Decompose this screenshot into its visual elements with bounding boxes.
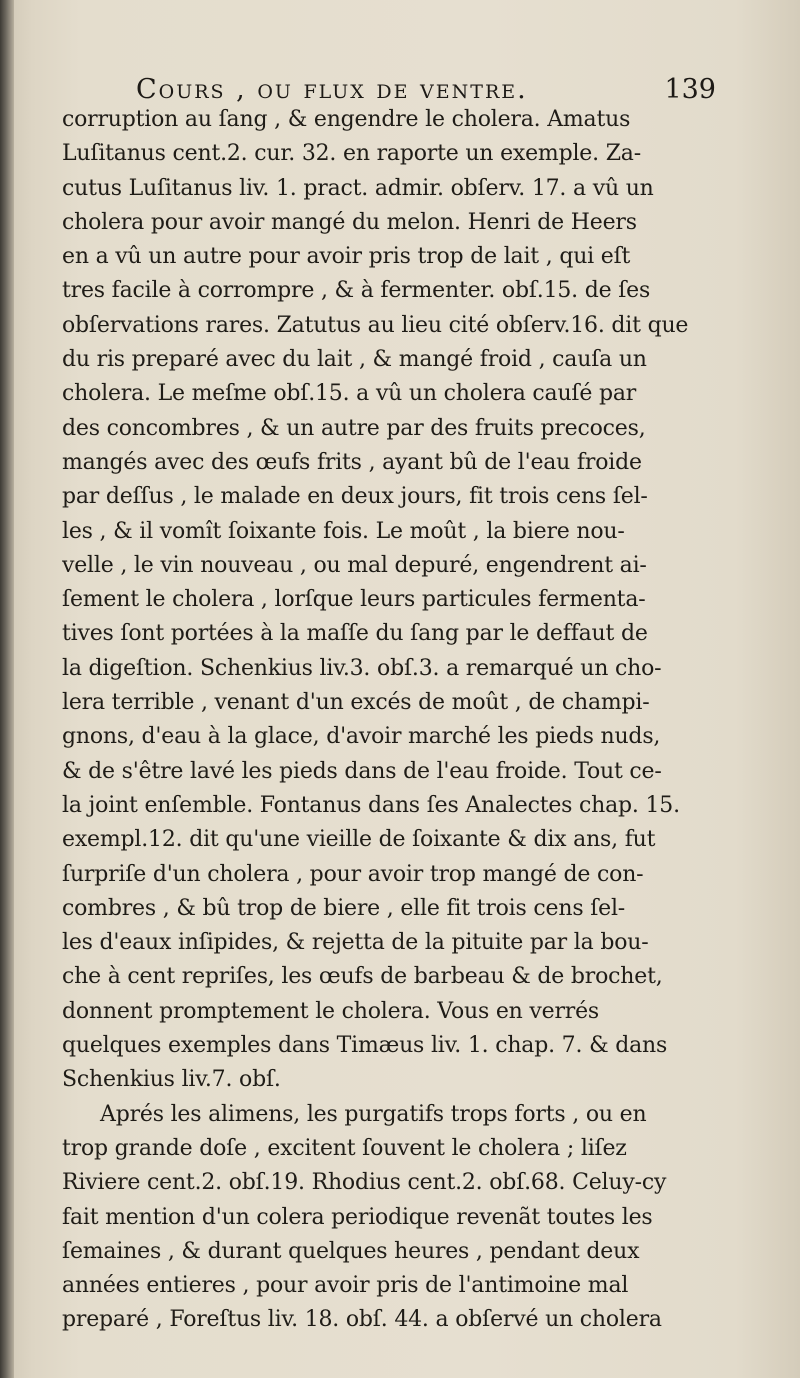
text-line: tres facile à corrompre , & à fermenter. obſ.15. de ſes: [62, 278, 651, 304]
text-line: lera terrible , venant d'un excés de moût , de champi-: [62, 690, 650, 716]
text-line: combres , & bû trop de biere , elle fit trois cens ſel-: [62, 895, 626, 921]
text-line: corruption au ſang , & engendre le cholera. Amatus: [62, 107, 631, 132]
text-line: par deſſus , le malade en deux jours, fit trois cens ſel-: [62, 484, 648, 510]
text-line: Schenkius liv.7. obſ.: [62, 1067, 281, 1093]
text-line: la joint enſemble. Fontanus dans ſes Analectes chap. 15.: [62, 792, 680, 818]
page-number: 139: [664, 74, 716, 105]
text-line: obſervations rares. Zatutus au lieu cité obſerv.16. dit que: [62, 312, 689, 338]
text-line: en a vû un autre pour avoir pris trop de lait , qui eſt: [62, 244, 631, 270]
paragraph-first-line: Aprés les alimens, les purgatifs trops forts , ou en: [100, 1101, 647, 1127]
text-line: cutus Luſitanus liv. 1. pract. admir. obſerv. 17. a vû un: [62, 175, 654, 201]
text-line: fait mention d'un colera periodique revenãt toutes les: [62, 1204, 653, 1230]
text-line: années entieres , pour avoir pris de l'antimoine mal: [62, 1273, 629, 1299]
text-line: des concombres , & un autre par des fruits precoces,: [62, 415, 646, 441]
text-line: preparé , Foreſtus liv. 18. obſ. 44. a obſervé un cholera: [62, 1307, 662, 1333]
text-line: ſement le cholera , lorſque leurs particules fermenta-: [62, 587, 646, 613]
text-line: Luſitanus cent.2. cur. 32. en raporte un exemple. Za-: [62, 141, 641, 167]
text-line: quelques exemples dans Timæus liv. 1. chap. 7. & dans: [62, 1033, 668, 1059]
text-line: les d'eaux inſipides, & rejetta de la pituite par la bou-: [62, 930, 649, 956]
body-text: [62, 103, 722, 1338]
text-line: gnons, d'eau à la glace, d'avoir marché les pieds nuds,: [62, 724, 661, 750]
text-line: exempl.12. dit qu'une vieille de ſoixante & dix ans, fut: [62, 827, 656, 853]
running-title: Cours , ou flux de ventre.: [136, 74, 528, 105]
text-line: velle , le vin nouveau , ou mal depuré, engendrent ai-: [62, 552, 647, 578]
text-line: cholera pour avoir mangé du melon. Henri de Heers: [62, 209, 637, 235]
text-line: Riviere cent.2. obſ.19. Rhodius cent.2. obſ.68. Celuy-cy: [62, 1170, 667, 1196]
text-line: ſemaines , & durant quelques heures , pendant deux: [62, 1238, 640, 1264]
text-line: tives ſont portées à la maſſe du ſang par le deffaut de: [62, 621, 648, 647]
text-line: trop grande doſe , excitent ſouvent le cholera ; liſez: [62, 1135, 627, 1161]
text-line: che à cent repriſes, les œufs de barbeau & de brochet,: [62, 964, 663, 990]
text-line: & de s'être lavé les pieds dans de l'eau froide. Tout ce-: [62, 758, 662, 784]
book-spine-shadow: [0, 0, 14, 1378]
text-line: cholera. Le meſme obſ.15. a vû un cholera cauſé par: [62, 381, 637, 407]
text-line: mangés avec des œufs frits , ayant bû de l'eau froide: [62, 449, 642, 475]
text-line: les , & il vomît ſoixante fois. Le moût , la biere nou-: [62, 518, 625, 544]
text-line: donnent promptement le cholera. Vous en verrés: [62, 998, 600, 1024]
text-line: ſurpriſe d'un cholera , pour avoir trop mangé de con-: [62, 861, 644, 887]
text-line: la digeſtion. Schenkius liv.3. obſ.3. a remarqué un cho-: [62, 655, 662, 681]
text-line: du ris preparé avec du lait , & mangé froid , cauſa un: [62, 347, 647, 373]
